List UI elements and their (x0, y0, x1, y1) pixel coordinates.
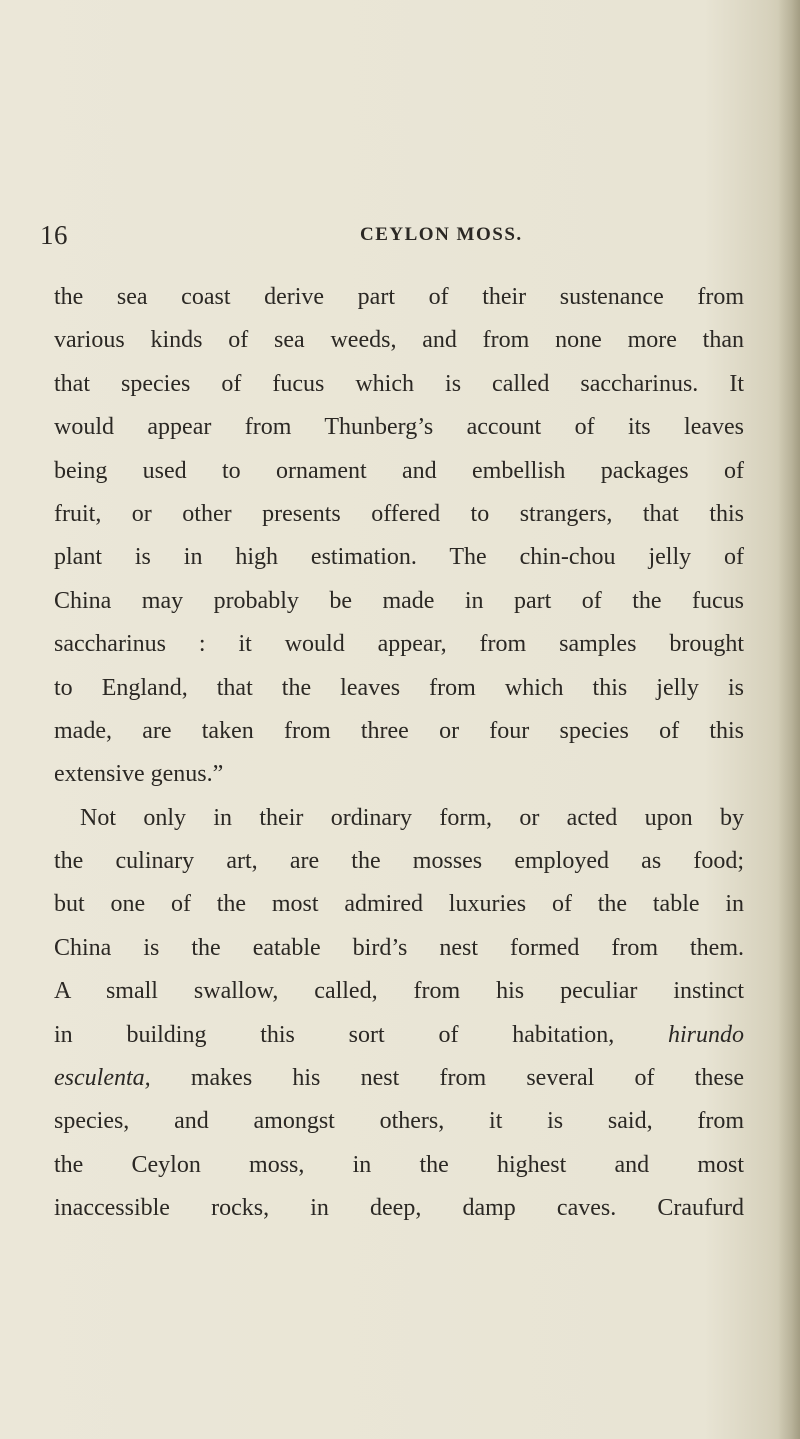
text-line: fruit, or other presents offered to strangers, that this (54, 500, 744, 527)
text-line: the culinary art, are the mosses employed as food; (54, 848, 744, 875)
text-line: inaccessible rocks, in deep, damp caves. Craufurd (54, 1195, 744, 1222)
text-line: to England, that the leaves from which this jelly is (54, 674, 744, 701)
text-line: China may probably be made in part of the fucus (54, 587, 744, 614)
running-head: CEYLON MOSS. (360, 224, 523, 245)
text-line: A small swallow, called, from his peculiar instinct (54, 978, 744, 1005)
page-edge-shadow (778, 0, 800, 1439)
text-line: species, and amongst others, it is said, from (54, 1108, 744, 1135)
text-line: various kinds of sea weeds, and from none more than (54, 327, 744, 354)
text-line-with-italic (54, 1057, 744, 1100)
text-line: would appear from Thunberg’s account of its leaves (54, 414, 744, 441)
italic-term: hirundo (667, 1021, 744, 1048)
paragraph-start-line: Not only in their ordinary form, or acted upon by (80, 804, 744, 831)
italic-term: esculenta, (54, 1065, 151, 1092)
text-line: being used to ornament and embellish packages of (54, 457, 744, 484)
text-line: China is the eatable bird’s nest formed from them. (54, 934, 744, 961)
page-header (40, 220, 760, 260)
page-number: 16 (40, 220, 68, 250)
text-segment: makes his nest from several of these (190, 1065, 744, 1092)
text-line: extensive genus.” (54, 761, 224, 788)
text-line: saccharinus : it would appear, from samples brought (54, 631, 744, 658)
body-text (54, 276, 744, 1231)
text-line: plant is in high estimation. The chin-chou jelly of (54, 544, 744, 571)
text-line: made, are taken from three or four species of this (54, 717, 744, 744)
text-line: the Ceylon moss, in the highest and most (54, 1151, 744, 1178)
text-line: but one of the most admired luxuries of the table in (54, 891, 744, 918)
text-line: that species of fucus which is called saccharinus. It (54, 370, 744, 397)
text-line: the sea coast derive part of their sustenance from (54, 284, 744, 310)
text-segment: in building this sort of habitation, (54, 1021, 615, 1048)
text-line-with-italic (54, 1014, 744, 1057)
